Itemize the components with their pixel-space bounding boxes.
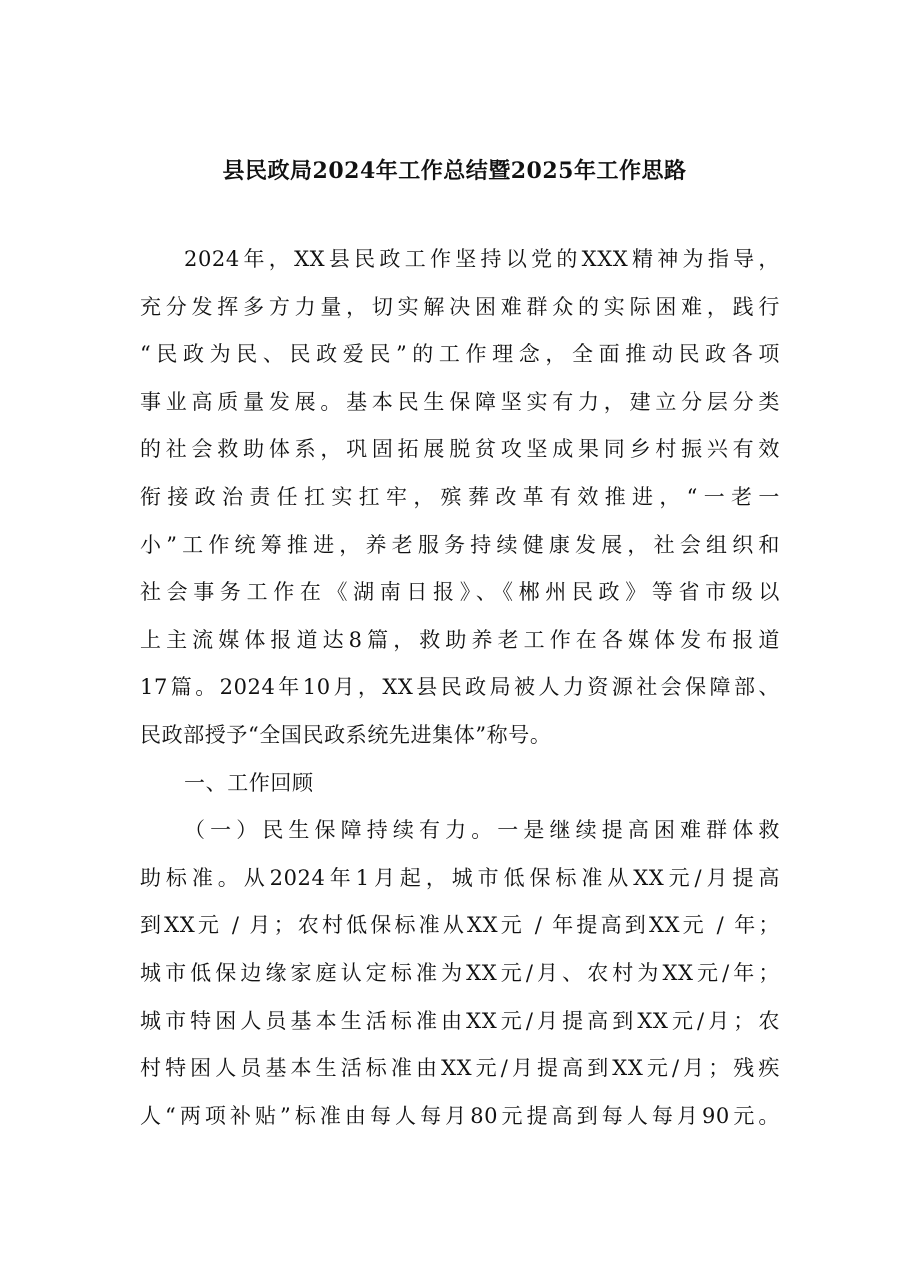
text-line: 小”工作统筹推进，养老服务持续健康发展，社会组织和 (140, 532, 780, 557)
text-line: 的社会救助体系，巩固拓展脱贫攻坚成果同乡村振兴有效 (140, 437, 780, 462)
text-line: 到XX元 / 月；农村低保标准从XX元 / 年提高到XX元 / 年； (140, 913, 780, 938)
text-line: 城市特困人员基本生活标准由XX元/月提高到XX元/月；农 (140, 1008, 780, 1033)
text-line: 社会事务工作在《湖南日报》、《郴州民政》等省市级以 (140, 580, 780, 605)
text-line: 助标准。从2024年1月起，城市低保标准从XX元/月提高 (140, 865, 780, 890)
paragraph-intro (140, 236, 780, 760)
text-line: 上主流媒体报道达8篇，救助养老工作在各媒体发布报道 (140, 627, 780, 652)
paragraph-livelihood (140, 807, 780, 1140)
document-title: 县民政局2024年工作总结暨2025年工作思路 (222, 158, 687, 184)
text-line: 村特困人员基本生活标准由XX元/月提高到XX元/月；残疾 (140, 1056, 780, 1081)
text-line: 充分发挥多方力量，切实解决困难群众的实际困难，践行 (140, 294, 780, 319)
document-body (140, 236, 780, 1140)
section-heading (140, 760, 780, 808)
text-line: 2024年，XX县民政工作坚持以党的XXX精神为指导， (184, 247, 780, 271)
text-line: 衔接政治责任扛实扛牢，殡葬改革有效推进，“一老一 (140, 484, 780, 509)
text-line: “民政为民、民政爱民”的工作理念，全面推动民政各项 (140, 342, 780, 367)
text-line: 17篇。2024年10月，XX县民政局被人力资源社会保障部、 (140, 675, 780, 700)
text-line: 人“两项补贴”标准由每人每月80元提高到每人每月90元。 (140, 1103, 780, 1128)
text-line: 事业高质量发展。基本民生保障坚实有力，建立分层分类 (140, 389, 780, 414)
text-line: 一、工作回顾 (184, 770, 314, 795)
text-line: 民政部授予“全国民政系统先进集体”称号。 (140, 722, 552, 747)
text-line: 城市低保边缘家庭认定标准为XX元/月、农村为XX元/年； (140, 960, 780, 985)
text-line: （一）民生保障持续有力。一是继续提高困难群体救 (184, 818, 780, 843)
